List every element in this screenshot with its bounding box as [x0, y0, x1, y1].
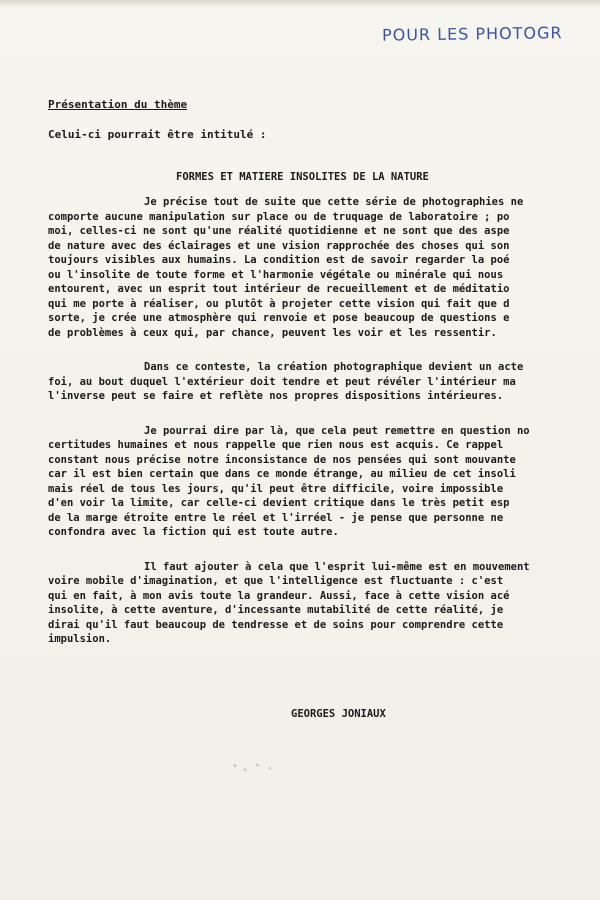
paragraph-4	[48, 560, 600, 647]
intro-line: Celui-ci pourrait être intitulé :	[48, 128, 267, 141]
text-line: insolite, à cette aventure, d'incessante mutabilité de cette réalité, je	[48, 604, 504, 616]
text-line: de nature avec des éclairages et une vision rapprochée des choses qui son	[48, 239, 510, 252]
document-title: FORMES ET MATIERE INSOLITES DE LA NATURE	[176, 171, 429, 183]
text-line: Il faut ajouter à cela que l'esprit lui-même est en mouvement	[144, 560, 530, 573]
text-line: Dans ce conteste, la création photographique devient un acte	[144, 361, 524, 373]
text-line: impulsion.	[48, 633, 112, 645]
text-line: qui me porte à réaliser, ou plutôt à projeter cette vision qui fait que d	[48, 297, 510, 310]
text-line: moi, celles-ci ne sont qu'une réalité quotidienne et ne sont que des aspe	[48, 225, 510, 237]
page-top-edge	[0, 0, 600, 8]
text-line: de problèmes à ceux qui, par chance, peuvent les voir et les ressentir.	[48, 326, 497, 339]
text-line: certitudes humaines et nous rappelle que rien nous est acquis. Ce rappel	[48, 439, 504, 451]
text-line: car il est bien certain que dans ce monde étrange, au milieu de cet insoli	[48, 468, 516, 480]
text-line: comporte aucune manipulation sur place ou de truquage de laboratoire ; po	[48, 210, 510, 223]
text-line: ou l'insolite de toute forme et l'harmonie végétale ou minérale qui nous	[48, 268, 504, 281]
text-line: de la marge étroite entre le réel et l'irréel - je pense que personne ne	[48, 511, 504, 524]
signature-name: GEORGES JONIAUX	[291, 708, 386, 720]
paragraph-3	[48, 424, 600, 540]
text-line: voire mobile d'imagination, et que l'intelligence est fluctuante : c'est	[48, 575, 504, 587]
text-line: d'en voir la limite, car celle-ci devient critique dans le très petit esp	[48, 497, 510, 509]
section-title: Présentation du thème	[48, 98, 188, 111]
text-line: l'inverse peut se faire et reflète nos propres dispositions intérieures.	[48, 390, 504, 402]
scan-speck	[230, 760, 280, 774]
text-line: sorte, je crée une atmosphère qui renvoie et pose beaucoup de questions e	[48, 312, 510, 324]
body-text	[48, 195, 600, 667]
text-line: entourent, avec un esprit tout intérieur de recueillement et de méditatio	[48, 283, 510, 295]
handwritten-annotation: POUR LES PHOTOGR	[381, 23, 563, 45]
text-line: toujours visibles aux humains. La condition est de savoir regarder la poé	[48, 254, 510, 266]
text-line: foi, au bout duquel l'extérieur doit tendre et peut révéler l'intérieur ma	[48, 375, 516, 388]
text-line: dirai qu'il faut beaucoup de tendresse et de soins pour comprendre cette	[48, 618, 504, 631]
paragraph-1	[48, 195, 600, 340]
text-line: mais réel de tous les jours, qu'il peut être difficile, voire impossible	[48, 482, 504, 495]
text-line: Je pourrai dire par là, que cela peut remettre en question no	[144, 424, 530, 437]
text-line: qui en fait, à mon avis toute la grandeur. Aussi, face à cette vision acé	[48, 589, 510, 602]
text-line: constant nous précise notre inconsistance de nos pensées qui sont mouvante	[48, 453, 516, 466]
text-line: confondra avec la fiction qui est toute autre.	[48, 526, 339, 538]
paragraph-2	[48, 360, 600, 404]
text-line: Je précise tout de suite que cette série de photographies ne	[144, 196, 524, 208]
